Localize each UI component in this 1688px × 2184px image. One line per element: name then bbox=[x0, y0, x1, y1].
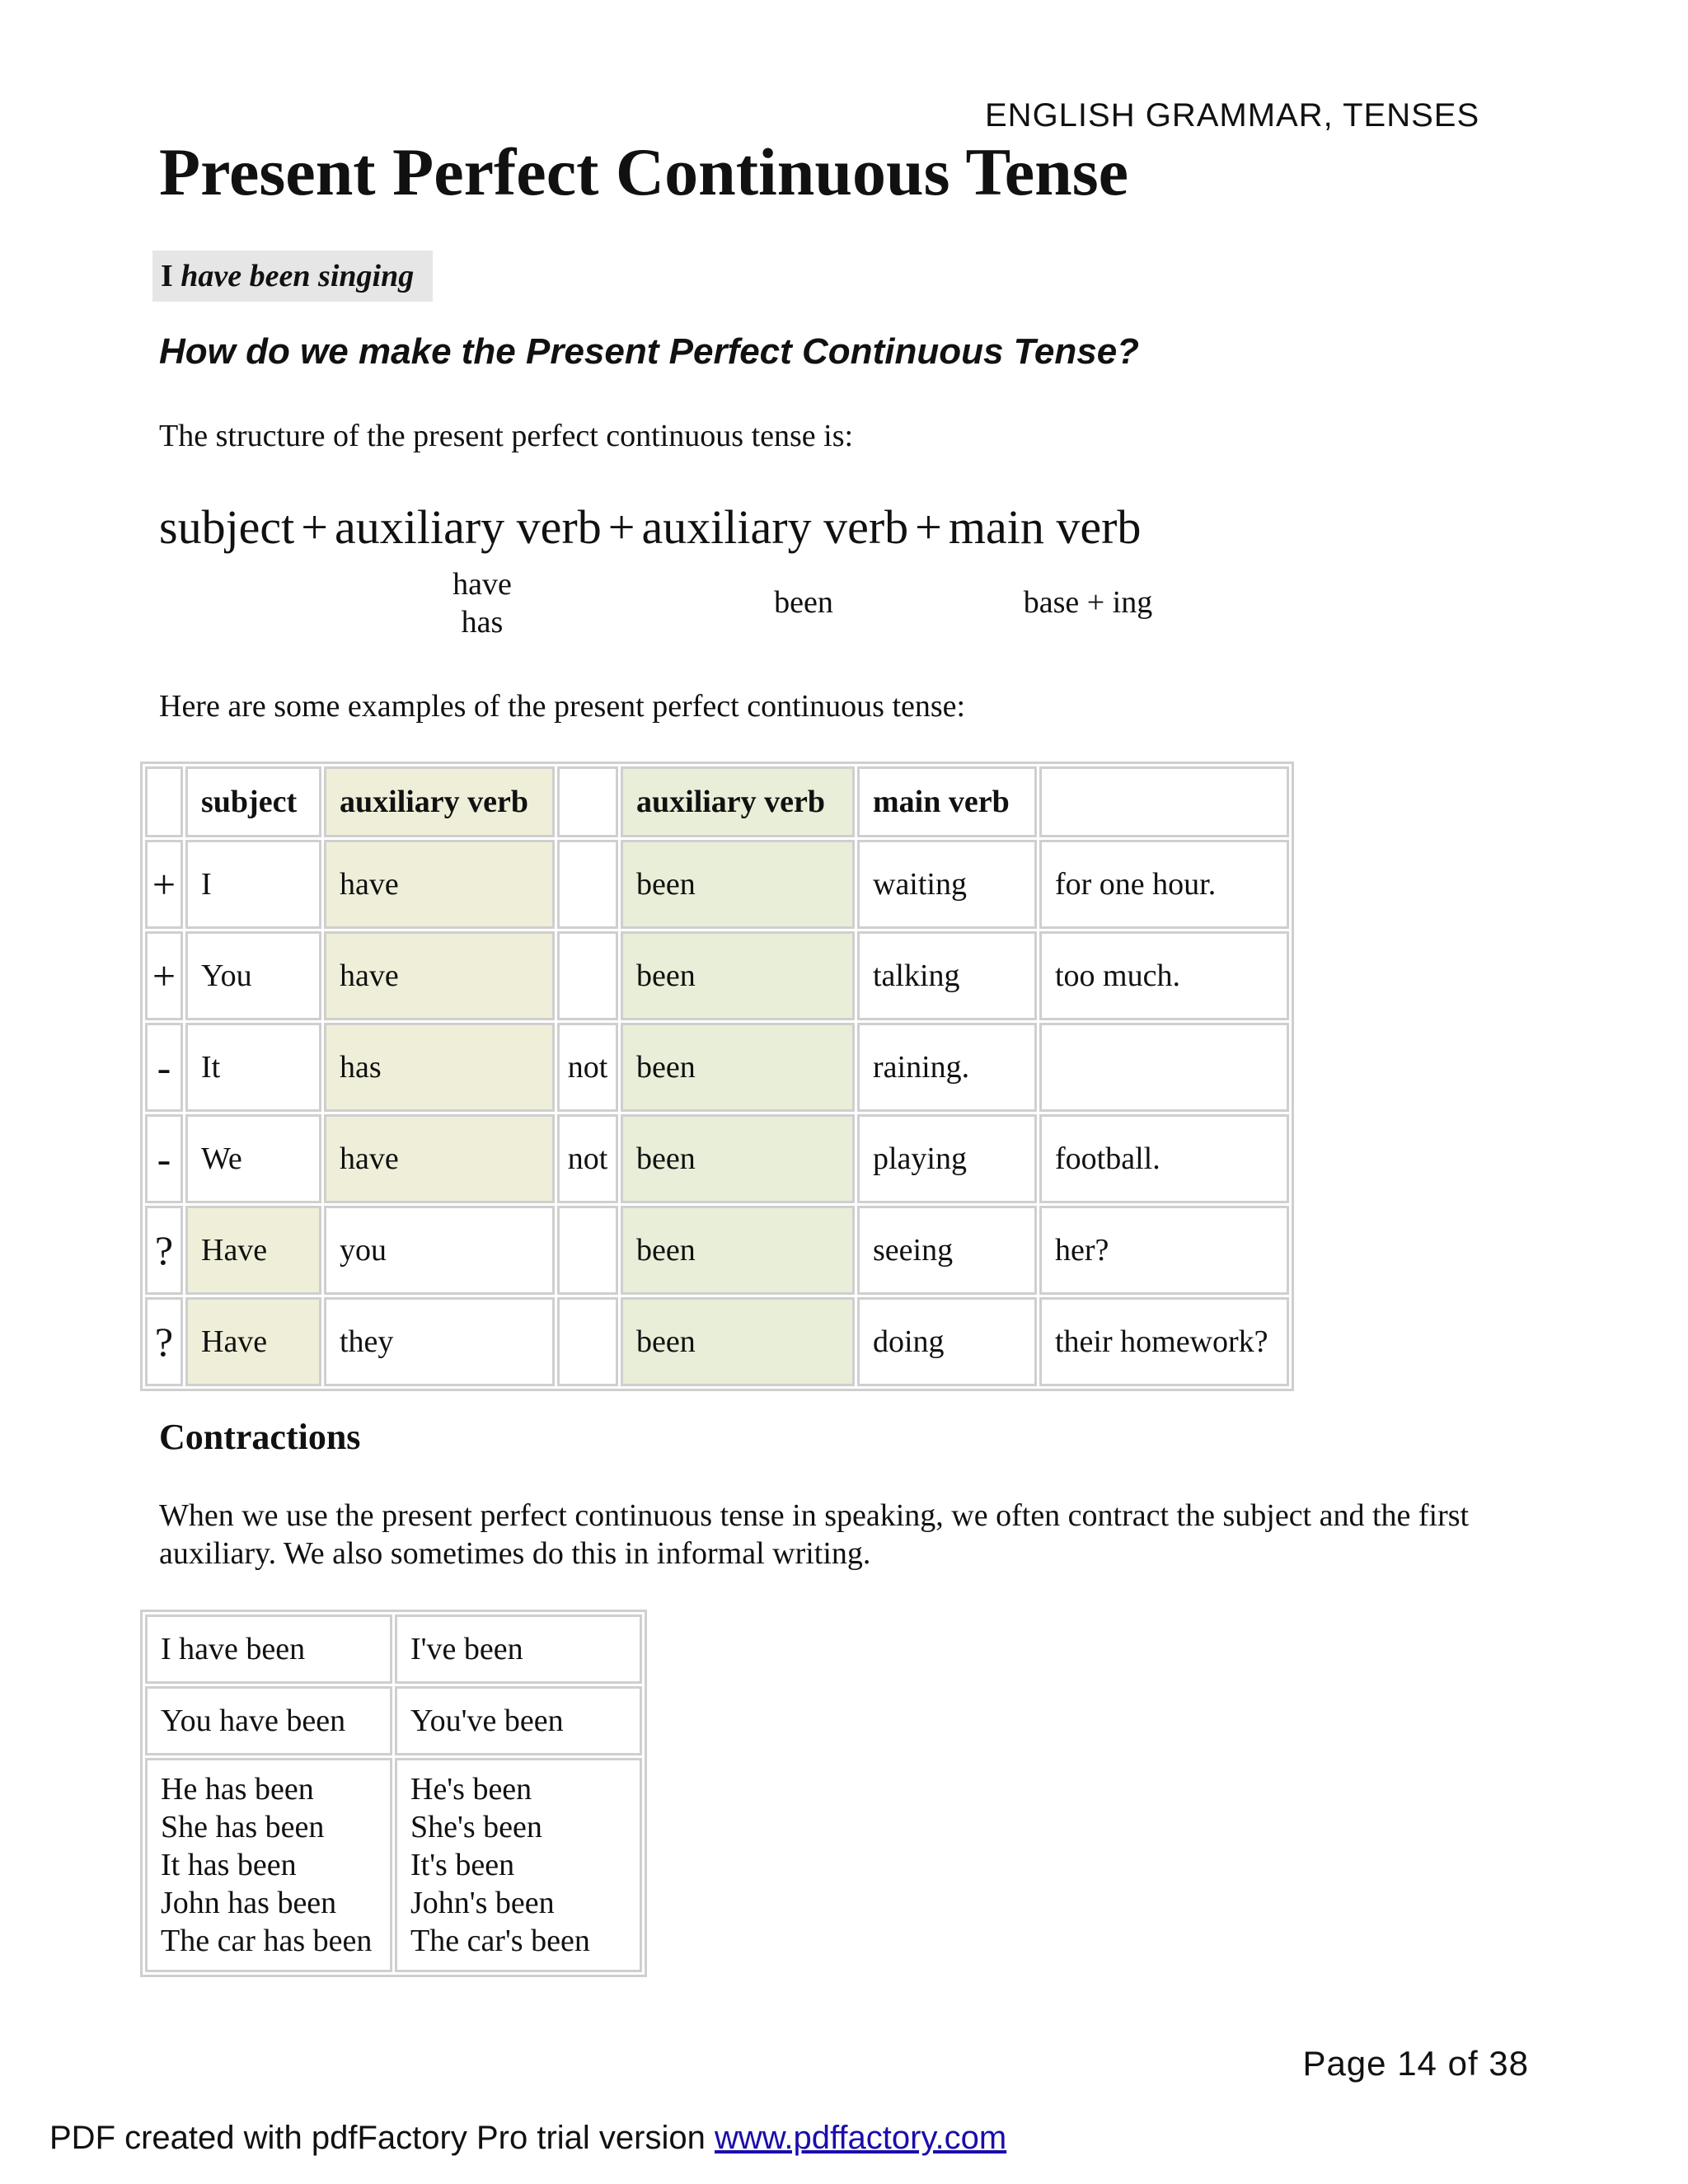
cell-main-verb: waiting bbox=[857, 840, 1037, 929]
contractions-heading: Contractions bbox=[159, 1417, 361, 1457]
cell-rest: too much. bbox=[1039, 931, 1289, 1020]
footer-text: PDF created with pdfFactory Pro trial version bbox=[49, 2120, 706, 2156]
cell-aux1: has bbox=[324, 1023, 555, 1112]
table-row bbox=[145, 931, 1289, 1020]
cell-rest: their homework? bbox=[1039, 1297, 1289, 1386]
formula-aux1-has: has bbox=[461, 605, 504, 640]
contracted-form-line: He's been bbox=[410, 1772, 532, 1807]
example-subject: I bbox=[161, 259, 173, 293]
cell-main-verb: raining. bbox=[857, 1023, 1037, 1112]
formula-part-aux2: auxiliary verb bbox=[641, 500, 909, 554]
cell-rest bbox=[1039, 1023, 1289, 1112]
table-row bbox=[145, 1297, 1289, 1386]
formula-plus: + bbox=[301, 500, 329, 554]
page-number: Page 14 of 38 bbox=[1302, 2044, 1529, 2083]
examples-table bbox=[140, 762, 1294, 1391]
formula-aux1-have: have bbox=[452, 567, 512, 602]
structure-intro: The structure of the present perfect continuous tense is: bbox=[159, 419, 854, 453]
formula-plus: + bbox=[915, 500, 942, 554]
table-header-row bbox=[145, 766, 1289, 837]
cell-main-verb: doing bbox=[857, 1297, 1037, 1386]
table-row bbox=[145, 1758, 642, 1972]
footer-notice bbox=[49, 2120, 1006, 2157]
cell-sign: + bbox=[145, 840, 183, 929]
full-form-line: He has been bbox=[161, 1772, 314, 1807]
formula-main-form: base + ing bbox=[1023, 585, 1153, 620]
cell-aux1: have bbox=[324, 840, 555, 929]
table-row bbox=[145, 840, 1289, 929]
cell-not: not bbox=[557, 1114, 618, 1203]
table-row bbox=[145, 1023, 1289, 1112]
cell-not bbox=[557, 1206, 618, 1295]
cell-not bbox=[557, 1297, 618, 1386]
table-row bbox=[145, 1615, 642, 1684]
cell-subject: It bbox=[185, 1023, 321, 1112]
cell-full-form: You have been bbox=[145, 1686, 392, 1755]
cell-sign: ? bbox=[145, 1297, 183, 1386]
cell-rest: her? bbox=[1039, 1206, 1289, 1295]
cell-aux2: been bbox=[621, 931, 855, 1020]
examples-intro: Here are some examples of the present perfect continuous tense: bbox=[159, 689, 966, 724]
cell-rest: football. bbox=[1039, 1114, 1289, 1203]
header-cell-not bbox=[557, 766, 618, 837]
formula-plus: + bbox=[607, 500, 635, 554]
header-cell-sign bbox=[145, 766, 183, 837]
cell-aux1: they bbox=[324, 1297, 555, 1386]
formula-part-main: main verb bbox=[948, 500, 1142, 554]
full-form-line: The car has been bbox=[161, 1924, 373, 1958]
contracted-form-line: It's been bbox=[410, 1848, 515, 1882]
cell-not bbox=[557, 840, 618, 929]
formula-part-subject: subject bbox=[159, 500, 295, 554]
cell-full-forms bbox=[145, 1758, 392, 1972]
full-form-line: She has been bbox=[161, 1810, 325, 1844]
contractions-table bbox=[140, 1610, 647, 1977]
header-cell-aux2: auxiliary verb bbox=[621, 766, 855, 837]
cell-main-verb: talking bbox=[857, 931, 1037, 1020]
cell-aux2: been bbox=[621, 1206, 855, 1295]
cell-aux1: have bbox=[324, 1114, 555, 1203]
running-header: ENGLISH GRAMMAR, TENSES bbox=[985, 97, 1480, 134]
cell-contracted-form: I've been bbox=[395, 1615, 642, 1684]
header-cell-rest bbox=[1039, 766, 1289, 837]
full-form-line: It has been bbox=[161, 1848, 297, 1882]
cell-aux2: been bbox=[621, 1023, 855, 1112]
formula-aux2-form: been bbox=[774, 585, 833, 620]
table-row bbox=[145, 1114, 1289, 1203]
cell-contracted-form: You've been bbox=[395, 1686, 642, 1755]
page-title: Present Perfect Continuous Tense bbox=[159, 134, 1129, 209]
cell-sign: - bbox=[145, 1023, 183, 1112]
cell-rest: for one hour. bbox=[1039, 840, 1289, 929]
cell-aux1: have bbox=[324, 931, 555, 1020]
cell-sign: - bbox=[145, 1114, 183, 1203]
header-cell-aux1: auxiliary verb bbox=[324, 766, 555, 837]
table-row bbox=[145, 1686, 642, 1755]
example-sentence-chip bbox=[152, 251, 433, 302]
header-cell-subject: subject bbox=[185, 766, 321, 837]
cell-not bbox=[557, 931, 618, 1020]
cell-aux1: you bbox=[324, 1206, 555, 1295]
cell-subject: Have bbox=[185, 1206, 321, 1295]
example-verb-phrase: have been singing bbox=[181, 259, 415, 293]
cell-subject: Have bbox=[185, 1297, 321, 1386]
structure-formula bbox=[159, 499, 1141, 555]
contracted-form-line: She's been bbox=[410, 1810, 542, 1844]
cell-subject: I bbox=[185, 840, 321, 929]
cell-subject: We bbox=[185, 1114, 321, 1203]
cell-full-form: I have been bbox=[145, 1615, 392, 1684]
contracted-form-line: John's been bbox=[410, 1886, 555, 1920]
contractions-intro: When we use the present perfect continuous tense in speaking, we often contract the subject and the first auxiliary. We also sometimes do this in informal writing. bbox=[159, 1498, 1470, 1571]
cell-sign: ? bbox=[145, 1206, 183, 1295]
formula-part-aux1: auxiliary verb bbox=[335, 500, 602, 554]
cell-sign: + bbox=[145, 931, 183, 1020]
cell-contracted-forms bbox=[395, 1758, 642, 1972]
cell-not: not bbox=[557, 1023, 618, 1112]
cell-aux2: been bbox=[621, 1114, 855, 1203]
cell-aux2: been bbox=[621, 1297, 855, 1386]
cell-main-verb: playing bbox=[857, 1114, 1037, 1203]
contracted-form-line: The car's been bbox=[410, 1924, 590, 1958]
table-row bbox=[145, 1206, 1289, 1295]
cell-aux2: been bbox=[621, 840, 855, 929]
cell-subject: You bbox=[185, 931, 321, 1020]
cell-main-verb: seeing bbox=[857, 1206, 1037, 1295]
header-cell-main-verb: main verb bbox=[857, 766, 1037, 837]
formula-aux1-forms bbox=[441, 565, 523, 641]
section-heading: How do we make the Present Perfect Continuous Tense? bbox=[159, 331, 1140, 372]
full-form-line: John has been bbox=[161, 1886, 337, 1920]
footer-link[interactable]: www.pdffactory.com bbox=[714, 2120, 1007, 2156]
